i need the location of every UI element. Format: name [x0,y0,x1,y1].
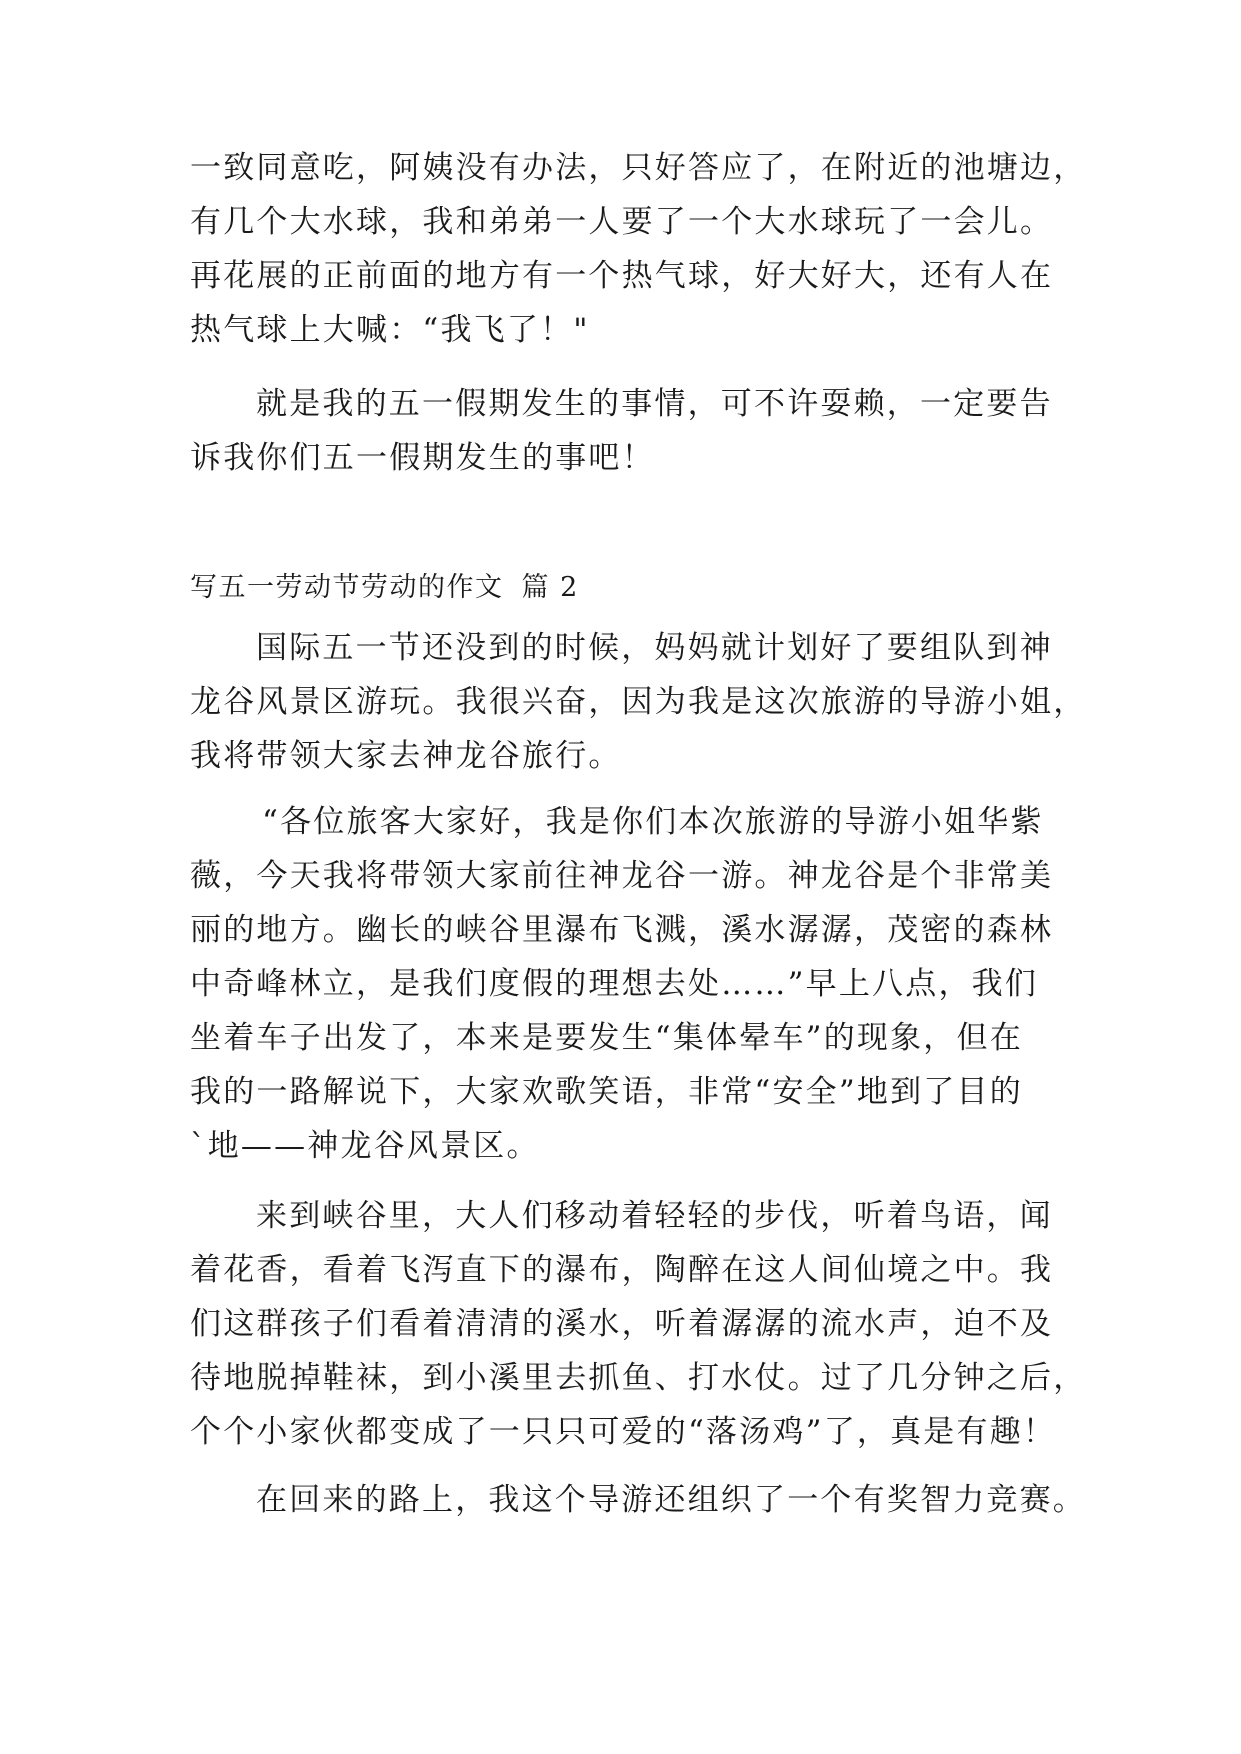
text-line: 个个小家伙都变成了一只只可爱的“落汤鸡”了，真是有趣！ [190,1414,1057,1450]
text-line: “各位旅客大家好，我是你们本次旅游的导游小姐华紫 [262,804,1044,840]
text-line: 中奇峰林立，是我们度假的理想去处……”早上八点，我们 [190,966,1039,1002]
text-line: 们这群孩子们看着清清的溪水，听着潺潺的流水声，迫不及 [190,1306,1054,1342]
text-line: 再花展的正前面的地方有一个热气球，好大好大，还有人在 [190,258,1054,294]
text-line: 国际五一节还没到的时候，妈妈就计划好了要组队到神 [256,630,1053,666]
text-line: 在回来的路上，我这个导游还组织了一个有奖智力竞赛。 [256,1482,1086,1518]
text-line: 我将带领大家去神龙谷旅行。 [190,738,622,774]
section-heading [190,570,579,606]
text-line: 丽的地方。幽长的峡谷里瀑布飞溅，溪水潺潺，茂密的森林 [190,912,1054,948]
text-line: `地——神龙谷风景区。 [190,1128,540,1164]
text-line: 我的一路解说下，大家欢歌笑语，非常“安全”地到了目的 [190,1074,1023,1110]
text-line: 坐着车子出发了，本来是要发生“集体晕车”的现象，但在 [190,1020,1023,1056]
text-line: 诉我你们五一假期发生的事吧！ [190,440,655,476]
text-line: 薇，今天我将带领大家前往神龙谷一游。神龙谷是个非常美 [190,858,1054,894]
text-line: 就是我的五一假期发生的事情，可不许耍赖，一定要告 [256,386,1053,422]
section-number: 篇 2 [521,572,579,603]
section-title: 写五一劳动节劳动的作文 [190,572,504,603]
text-line: 来到峡谷里，大人们移动着轻轻的步伐，听着鸟语，闻 [256,1198,1053,1234]
text-line: 龙谷风景区游玩。我很兴奋，因为我是这次旅游的导游小姐， [190,684,1087,720]
text-line: 热气球上大喊：“我飞了！" [190,312,590,348]
text-line: 一致同意吃，阿姨没有办法，只好答应了，在附近的池塘边， [190,150,1087,186]
text-line: 有几个大水球，我和弟弟一人要了一个大水球玩了一会儿。 [190,204,1054,240]
text-line: 待地脱掉鞋袜，到小溪里去抓鱼、打水仗。过了几分钟之后， [190,1360,1087,1396]
text-line: 着花香，看着飞泻直下的瀑布，陶醉在这人间仙境之中。我 [190,1252,1054,1288]
